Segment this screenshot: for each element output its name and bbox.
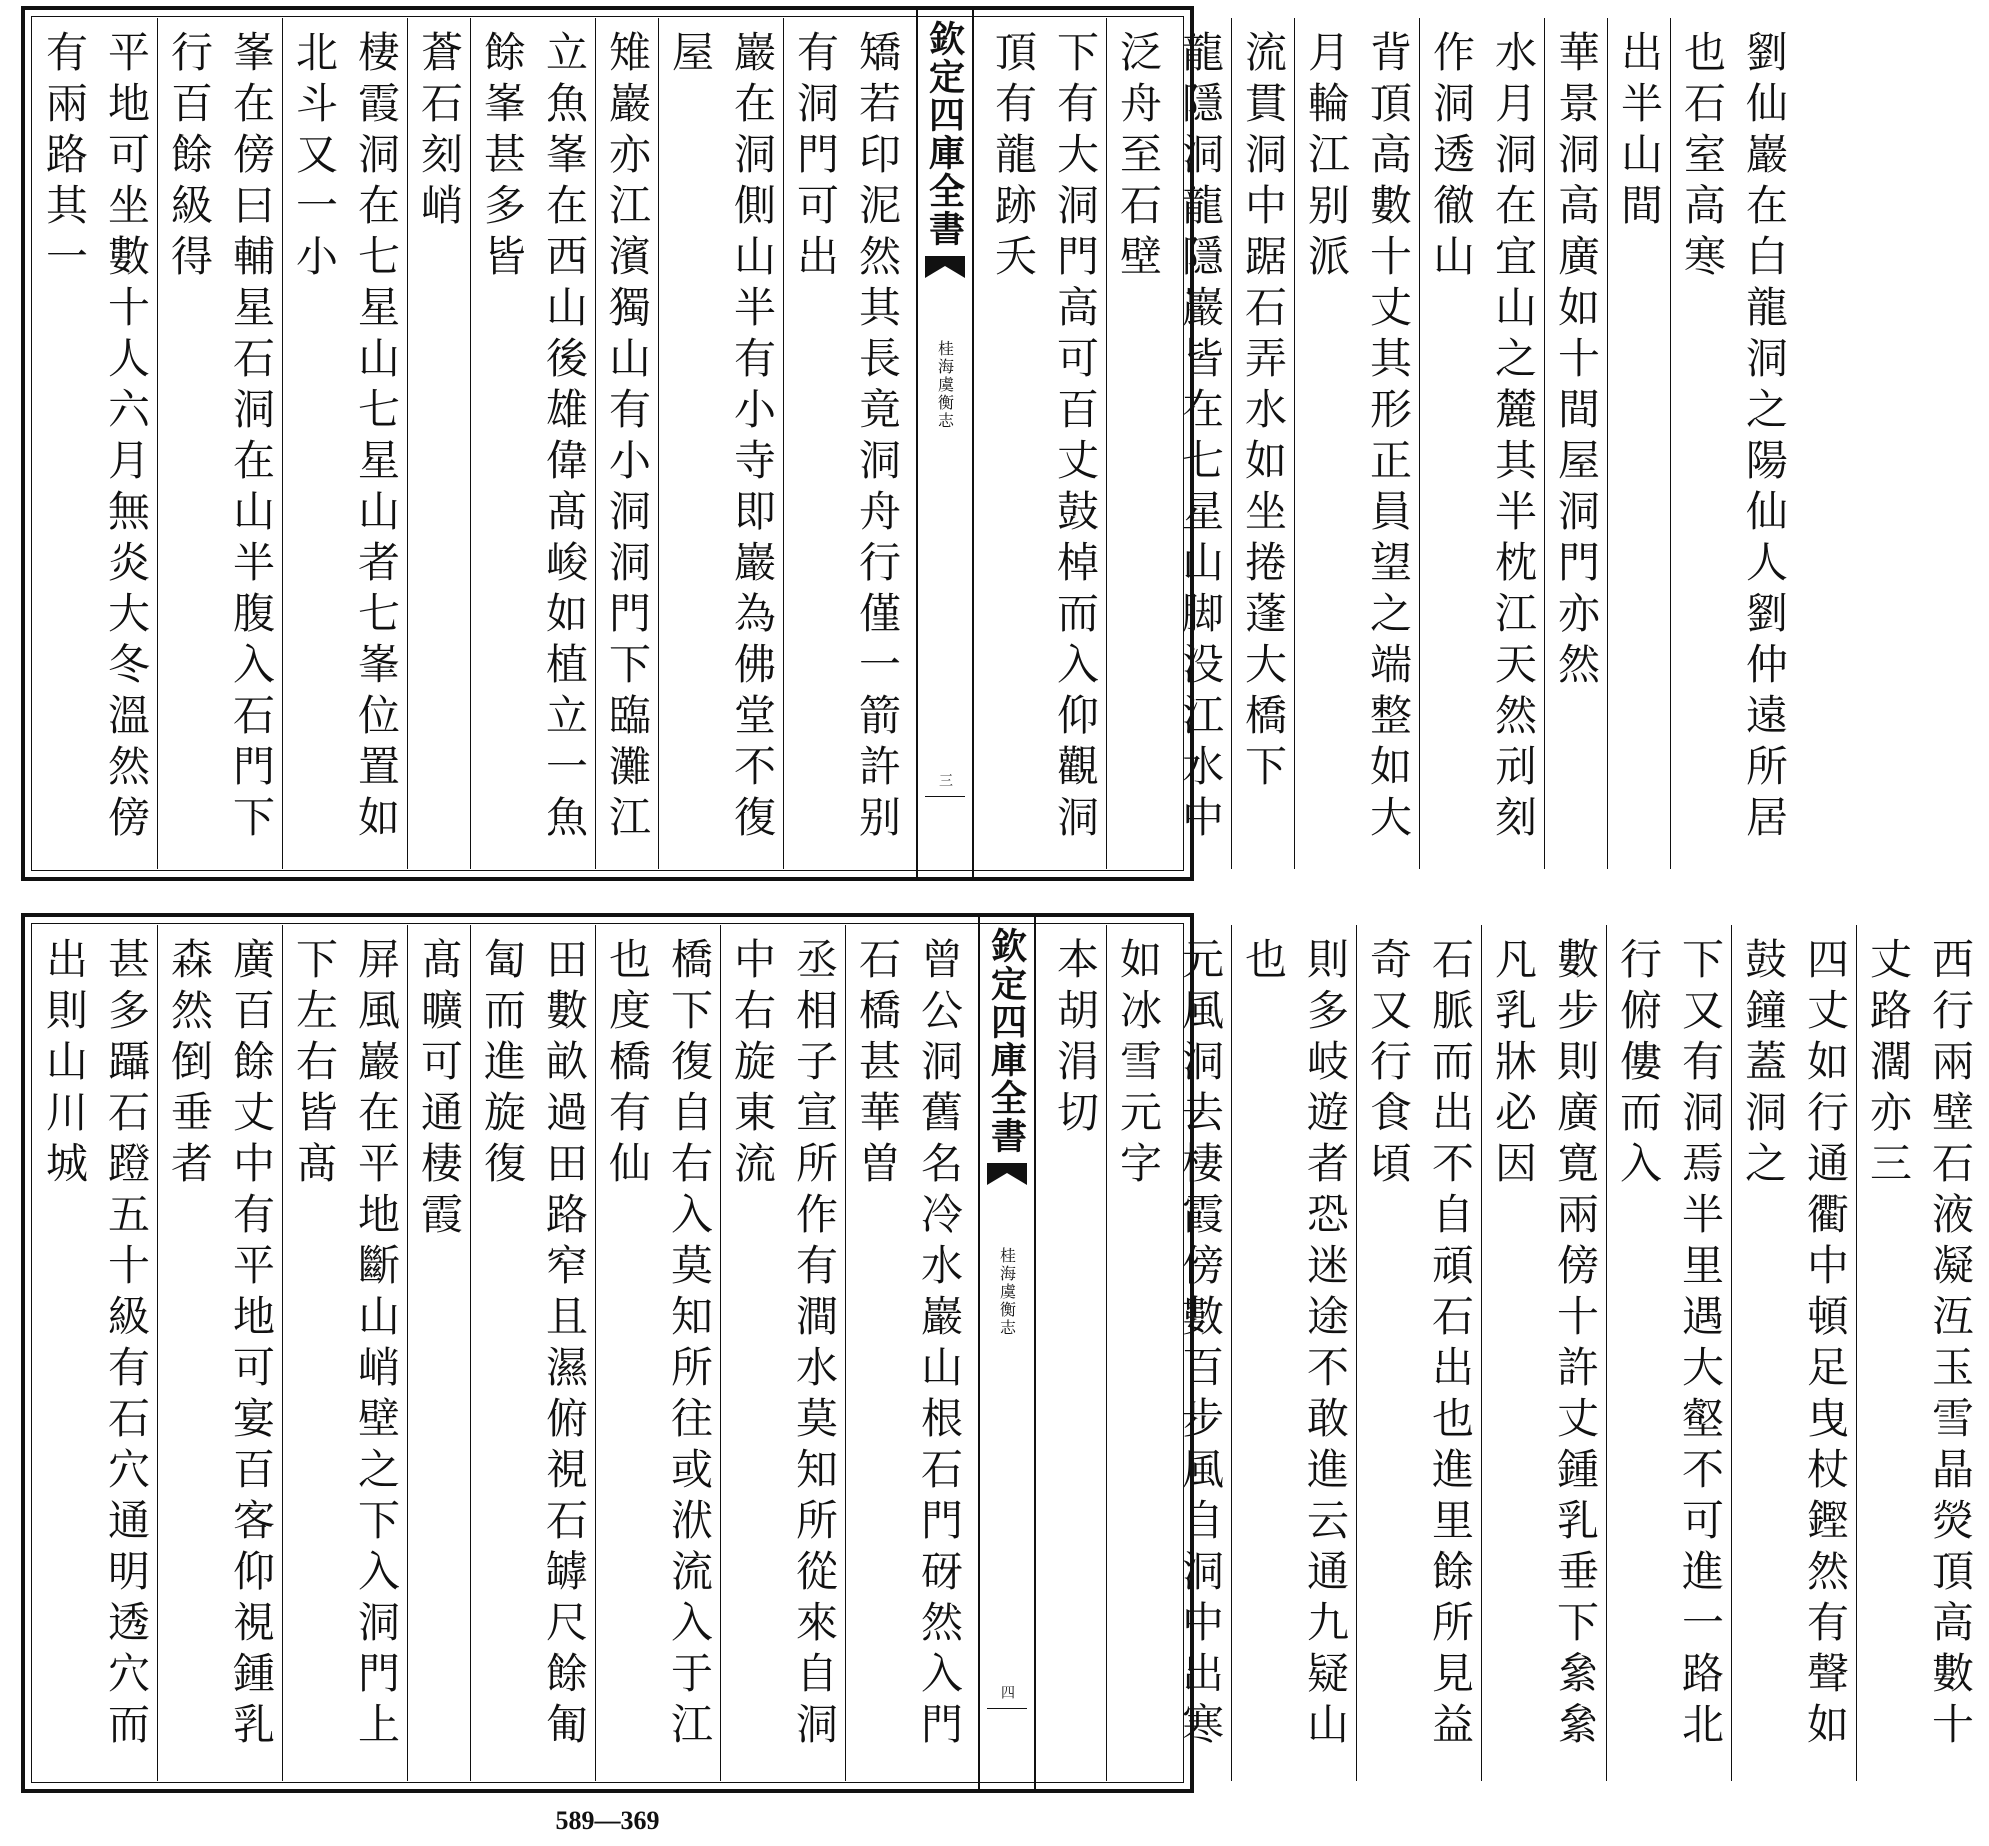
- text-column: 橋下復自右入莫知所往或洑流入于江也度橋有仙: [595, 925, 720, 1781]
- bottom-right-half: [1036, 917, 1989, 1789]
- text-column: 蒼石刻峭: [407, 18, 470, 869]
- text-column: 廣百餘丈中有平地可宴百客仰視鍾乳森然倒垂者: [157, 925, 282, 1781]
- top-right-half: [974, 10, 1803, 877]
- text-column: 出半山間: [1607, 18, 1670, 869]
- text-column: 數步則廣寛兩傍十許丈鍾乳垂下絫絫凡乳牀必因: [1481, 925, 1606, 1781]
- text-column: 龍隱洞龍隱巖皆在七星山脚没江水中泛舟至石壁: [1106, 18, 1231, 869]
- spine-subtitle: 桂海虞衡志: [997, 1247, 1017, 1337]
- top-spine: [916, 10, 974, 877]
- text-column: 下又有洞焉半里遇大壑不可進一路北行俯僂而入: [1606, 925, 1731, 1781]
- spine-rule: [987, 1708, 1027, 1709]
- text-column: 劉仙巖在白龍洞之陽仙人劉仲遠所居也石室高寒: [1670, 18, 1795, 869]
- text-column: 矯若印泥然其長竟洞舟行僅一箭許别有洞門可出: [783, 18, 908, 869]
- text-column: 流貫洞中踞石弄水如坐捲蓬大橋下: [1231, 18, 1294, 869]
- text-column: 髙曠可通棲霞: [407, 925, 470, 1781]
- text-column: 棲霞洞在七星山七星山者七峯位置如北斗又一小: [282, 18, 407, 869]
- text-column: 平地可坐數十人六月無炎大冬溫然傍有兩路其一: [40, 30, 151, 846]
- top-left-half: [25, 10, 916, 877]
- text-column: 下有大洞門高可百丈鼓棹而入仰觀洞頂有龍跡夭: [989, 30, 1100, 846]
- text-column: 水月洞在宜山之麓其半枕江天然刓刻作洞透徹山: [1419, 18, 1544, 869]
- text-column: 峯在傍曰輔星石洞在山半腹入石門下行百餘級得: [157, 18, 282, 869]
- fishtail-mark-icon: [923, 254, 967, 280]
- text-column: 石脈而出不自頑石出也進里餘所見益奇又行食頃: [1356, 925, 1481, 1781]
- text-column: 甚多躡石蹬五十級有石穴通明透穴而出則山川城: [40, 937, 151, 1753]
- page-footer-number: 589—369: [555, 1806, 660, 1835]
- text-column: 巖在洞側山半有小寺即巖為佛堂不復屋: [658, 18, 783, 869]
- text-column: 西行兩壁石液凝沍玉雪晶熒頂高數十丈路濶亦三: [1856, 925, 1981, 1781]
- text-column: 本胡涓切: [1051, 937, 1100, 1141]
- spine-subtitle: 桂海虞衡志: [935, 340, 955, 430]
- text-column: 曾公洞舊名冷水巖山根石門砑然入門石橋甚華曽: [845, 925, 970, 1781]
- text-column: 華景洞高廣如十間屋洞門亦然: [1544, 18, 1607, 869]
- fishtail-mark-icon: [985, 1161, 1029, 1187]
- bottom-page: [21, 913, 1975, 1793]
- spine-title: 欽定四庫全書: [923, 20, 966, 248]
- spine-title: 欽定四庫全書: [985, 927, 1028, 1155]
- text-column: 立魚峯在西山後雄偉髙峻如植立一魚餘峯甚多皆: [470, 18, 595, 869]
- text-column: 田數畝過田路窄且濕俯視石罅尺餘匍匐而進旋復: [470, 925, 595, 1781]
- spine-page-number: 四: [999, 1685, 1015, 1699]
- spine-page-number: 三: [937, 773, 953, 787]
- text-column: 雉巖亦江濱獨山有小洞洞門下臨灘江: [595, 18, 658, 869]
- text-column: 四丈如行通衢中頓足曳杖鏗然有聲如鼓鐘蓋洞之: [1731, 925, 1856, 1781]
- text-column: 屏風巖在平地斷山峭壁之下入洞門上下左右皆髙: [282, 925, 407, 1781]
- text-column: 則多岐遊者恐迷途不敢進云通九疑山也: [1231, 925, 1356, 1781]
- spine-rule: [925, 796, 965, 797]
- text-column: 背頂高數十丈其形正員望之端整如大月輪江别派: [1294, 18, 1419, 869]
- bottom-spine: [978, 917, 1036, 1789]
- text-column: 丞相子宣所作有澗水莫知所從來自洞中右旋東流: [720, 925, 845, 1781]
- text-column: 元風洞去棲霞傍數百步風自洞中出寒如冰雪元字: [1106, 925, 1231, 1781]
- bottom-left-half: [25, 917, 978, 1789]
- top-page: [21, 6, 1789, 881]
